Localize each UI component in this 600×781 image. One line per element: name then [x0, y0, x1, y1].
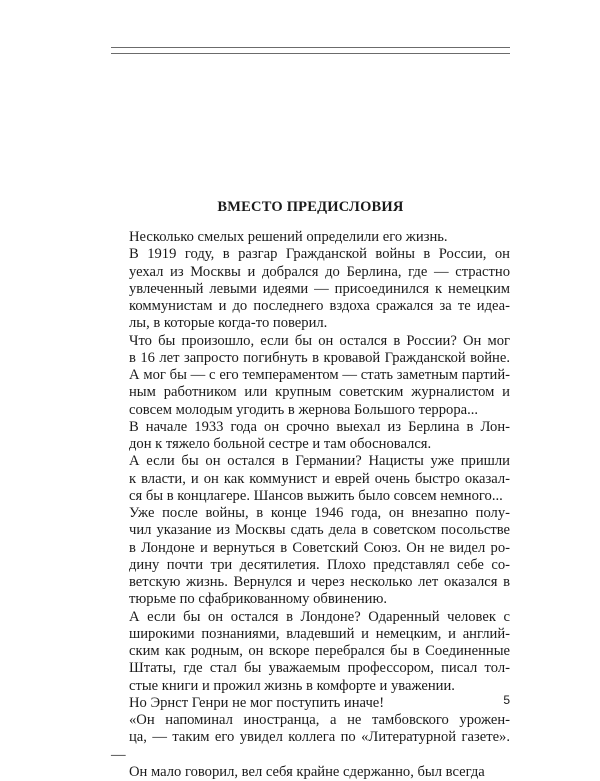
text-line: Уже после войны, в конце 1946 года, он внезапно полу-	[129, 505, 510, 521]
text-line: ным работником или крупным советским журналистом и	[129, 384, 510, 401]
header-rule-bottom	[111, 53, 510, 54]
text-line: уехал из Москвы и добрался до Берлина, где — страстно	[129, 263, 510, 280]
paragraph	[111, 229, 510, 246]
text-line: совсем молодым угодить в жернова Большого террора...	[129, 401, 479, 418]
text-line: стые книги и прожил жизнь в комфорте и уважении.	[129, 677, 455, 694]
text-line: в Лондоне и вернуться в Советский Союз. Он не видел ро-	[129, 539, 510, 556]
paragraph	[111, 246, 510, 332]
text-line: В начале 1933 года он срочно выехал из Берлина в Лон-	[129, 418, 510, 435]
text-line: коммунистам и до последнего вздоха сражался за те идеа-	[129, 298, 510, 314]
text-line: В 1919 году, в разгар Гражданской войны в России, он	[129, 246, 510, 263]
paragraph	[111, 695, 510, 712]
text-line: ца, — таким его увидел коллега по «Литературной газете». —	[111, 729, 510, 763]
text-line: ся бы в концлагере. Шансов выжить было совсем немного...	[129, 487, 503, 504]
text-line: А мог бы — с его темпераментом — стать заметным партий-	[129, 367, 510, 383]
header-rule-top	[111, 47, 510, 48]
paragraph	[111, 505, 510, 609]
text-line: А если бы он остался в Лондоне? Одаренный человек с	[129, 608, 510, 625]
text-line: к власти, и он как коммунист и еврей очень быстро оказал-	[129, 470, 510, 487]
text-line: Но Эрнст Генри не мог поступить иначе!	[129, 694, 385, 711]
text-line: увлеченный левыми идеями — присоединился к немецким	[129, 280, 510, 297]
text-line: дон к тяжело больной сестре и там обосновался.	[129, 436, 432, 452]
text-line: Штаты, где стал бы уважаемым профессором, писал тол-	[129, 660, 510, 677]
text-line: А если бы он остался в Германии? Нацисты уже пришли	[129, 453, 510, 470]
text-line: ским как родным, он вскоре перебрался бы в Соединенные	[129, 643, 510, 659]
text-line: Что бы произошло, если бы он остался в России? Он мог	[129, 332, 510, 349]
paragraph	[111, 712, 510, 781]
text-line: «Он напоминал иностранца, а не тамбовского урожен-	[129, 712, 510, 728]
paragraph	[111, 609, 510, 695]
text-line: в 16 лет запросто погибнуть в кровавой Гражданской войне.	[129, 349, 510, 366]
paragraph	[111, 333, 510, 419]
text-line: ветскую жизнь. Вернулся и через несколько лет оказался в	[129, 574, 510, 590]
paragraph	[111, 453, 510, 505]
text-line: Он мало говорил, вел себя крайне сдержанно, был всегда	[129, 763, 485, 780]
text-line: дину почти три десятилетия. Плохо представлял себе со-	[129, 556, 510, 573]
page-number: 5	[503, 693, 510, 707]
text-line: тюрьме по сфабрикованному обвинению.	[129, 591, 387, 608]
text-line: лы, в которые когда-то поверил.	[129, 315, 328, 332]
text-line: чил указание из Москвы сдать дела в советском посольстве	[129, 522, 510, 539]
text-line: широкими познаниями, владевший и немецким, и англий-	[129, 625, 510, 642]
chapter-title: ВМЕСТО ПРЕДИСЛОВИЯ	[217, 199, 404, 215]
body-text	[111, 229, 510, 781]
text-line: Несколько смелых решений определили его жизнь.	[129, 229, 448, 245]
paragraph	[111, 419, 510, 454]
